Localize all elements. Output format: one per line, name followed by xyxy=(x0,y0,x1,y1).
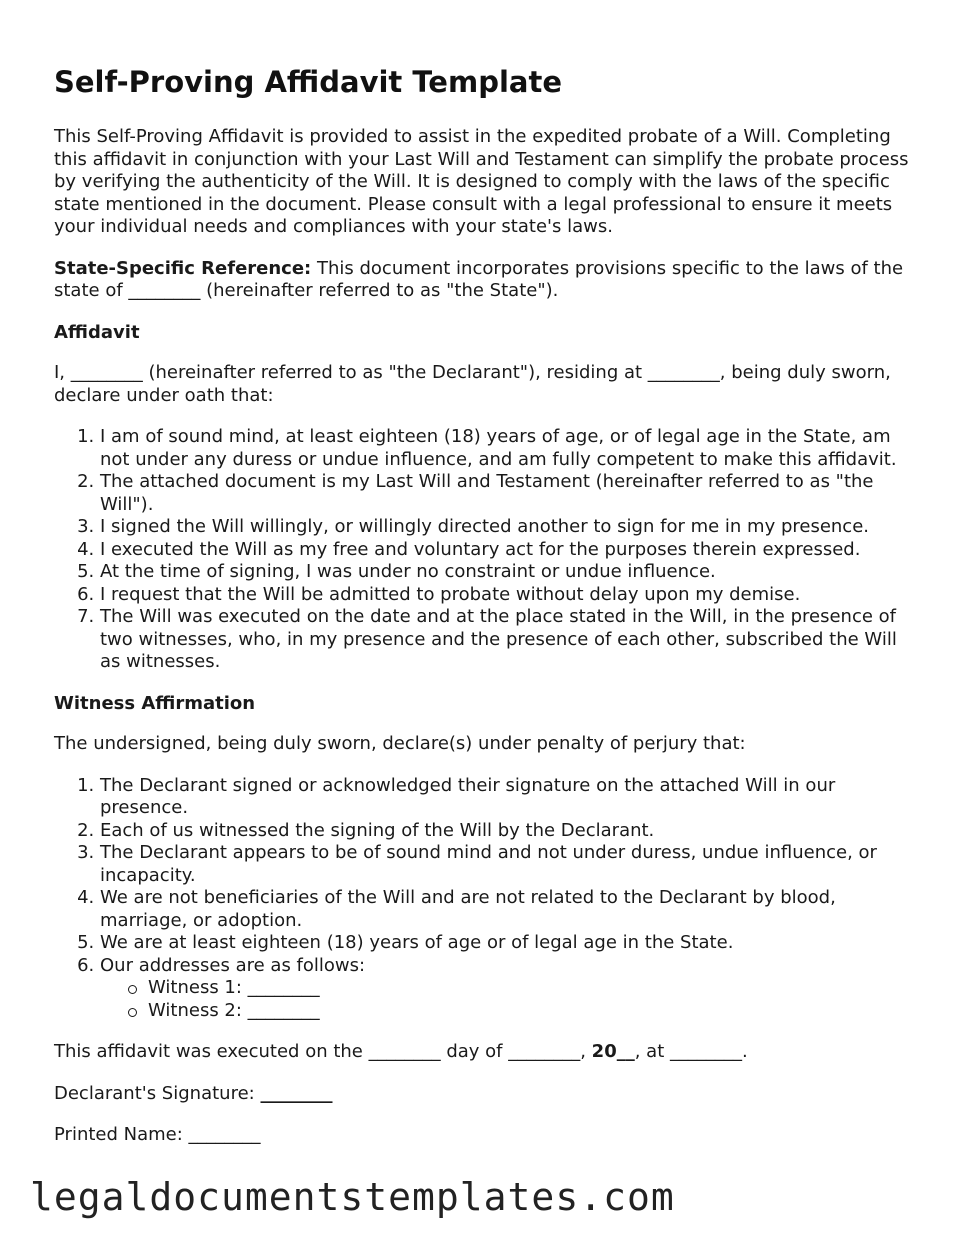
witness-2-address: Witness 2: ________ xyxy=(148,1000,914,1023)
witness-opening: The undersigned, being duly sworn, declare(s) under penalty of perjury that: xyxy=(54,733,746,754)
witness-item-5: 5. We are at least eighteen (18) years of age or of legal age in the State. xyxy=(100,932,914,955)
affidavit-opening: I, ________ (hereinafter referred to as "the Declarant"), residing at ________, being duly sworn, declare under oath that: xyxy=(54,362,891,406)
signature-label: Declarant's Signature: xyxy=(54,1082,261,1104)
state-reference-paragraph xyxy=(54,258,914,303)
execution-prefix: This affidavit was executed on the ________ day of ________, xyxy=(54,1041,592,1062)
state-reference-label: State-Specific Reference: xyxy=(54,257,312,279)
witness-item-4: 4. We are not beneficiaries of the Will and are not related to the Declarant by blood, marriage, or adoption. xyxy=(100,887,914,932)
execution-line xyxy=(54,1041,914,1064)
signature-blank: ________ xyxy=(260,1082,333,1104)
witness-1-address: Witness 1: ________ xyxy=(148,977,914,1000)
intro-paragraph: This Self-Proving Affidavit is provided to assist in the expedited probate of a Will. Completing this affidavit in conjunction with your Last Will and Testament can simplify the probate process by verifying the authenticity of the Will. It is designed to comply with the laws of the specific state mentioned in the document. Please consult with a legal professional to ensure it meets your individual needs and compliances with your state's laws. xyxy=(54,126,909,237)
execution-year: 20__ xyxy=(591,1041,635,1062)
affidavit-item-6: 6. I request that the Will be admitted to probate without delay upon my demise. xyxy=(100,584,914,607)
witness-item-1: 1. The Declarant signed or acknowledged their signature on the attached Will in our presence. xyxy=(100,775,914,820)
witness-heading: Witness Affirmation xyxy=(54,692,256,714)
affidavit-item-2: 2. The attached document is my Last Will and Testament (hereinafter referred to as "the Will"). xyxy=(100,471,914,516)
printed-name-line: Printed Name: ________ xyxy=(54,1124,261,1145)
affidavit-item-5: 5. At the time of signing, I was under no constraint or undue influence. xyxy=(100,561,914,584)
affidavit-heading: Affidavit xyxy=(54,321,140,343)
witness-address-list xyxy=(100,977,914,1022)
signature-line xyxy=(54,1083,914,1106)
execution-suffix: , at ________. xyxy=(634,1041,748,1062)
page-title: Self-Proving Affidavit Template xyxy=(54,65,562,99)
watermark: legaldocumentstemplates.com xyxy=(30,1175,675,1219)
witness-list xyxy=(54,775,914,1023)
affidavit-list xyxy=(54,426,914,674)
affidavit-item-3: 3. I signed the Will willingly, or willingly directed another to sign for me in my presence. xyxy=(100,516,914,539)
witness-item-3: 3. The Declarant appears to be of sound mind and not under duress, undue influence, or incapacity. xyxy=(100,842,914,887)
witness-item-6-text: Our addresses are as follows: xyxy=(100,954,366,976)
document-page xyxy=(54,62,914,1166)
witness-item-6 xyxy=(100,955,914,1023)
affidavit-item-7: 7. The Will was executed on the date and at the place stated in the Will, in the presence of two witnesses, who, in my presence and the presence of each other, subscribed the Will as witnesses. xyxy=(100,606,914,674)
affidavit-item-1: 1. I am of sound mind, at least eighteen (18) years of age, or of legal age in the State, am not under any duress or undue influence, and am fully competent to make this affidavit. xyxy=(100,426,914,471)
witness-item-2: 2. Each of us witnessed the signing of the Will by the Declarant. xyxy=(100,820,914,843)
affidavit-item-4: 4. I executed the Will as my free and voluntary act for the purposes therein expressed. xyxy=(100,539,914,562)
state-reference-text: This document incorporates provisions specific to the laws of the state of ________ (hereinafter referred to as "the State"). xyxy=(54,257,904,301)
